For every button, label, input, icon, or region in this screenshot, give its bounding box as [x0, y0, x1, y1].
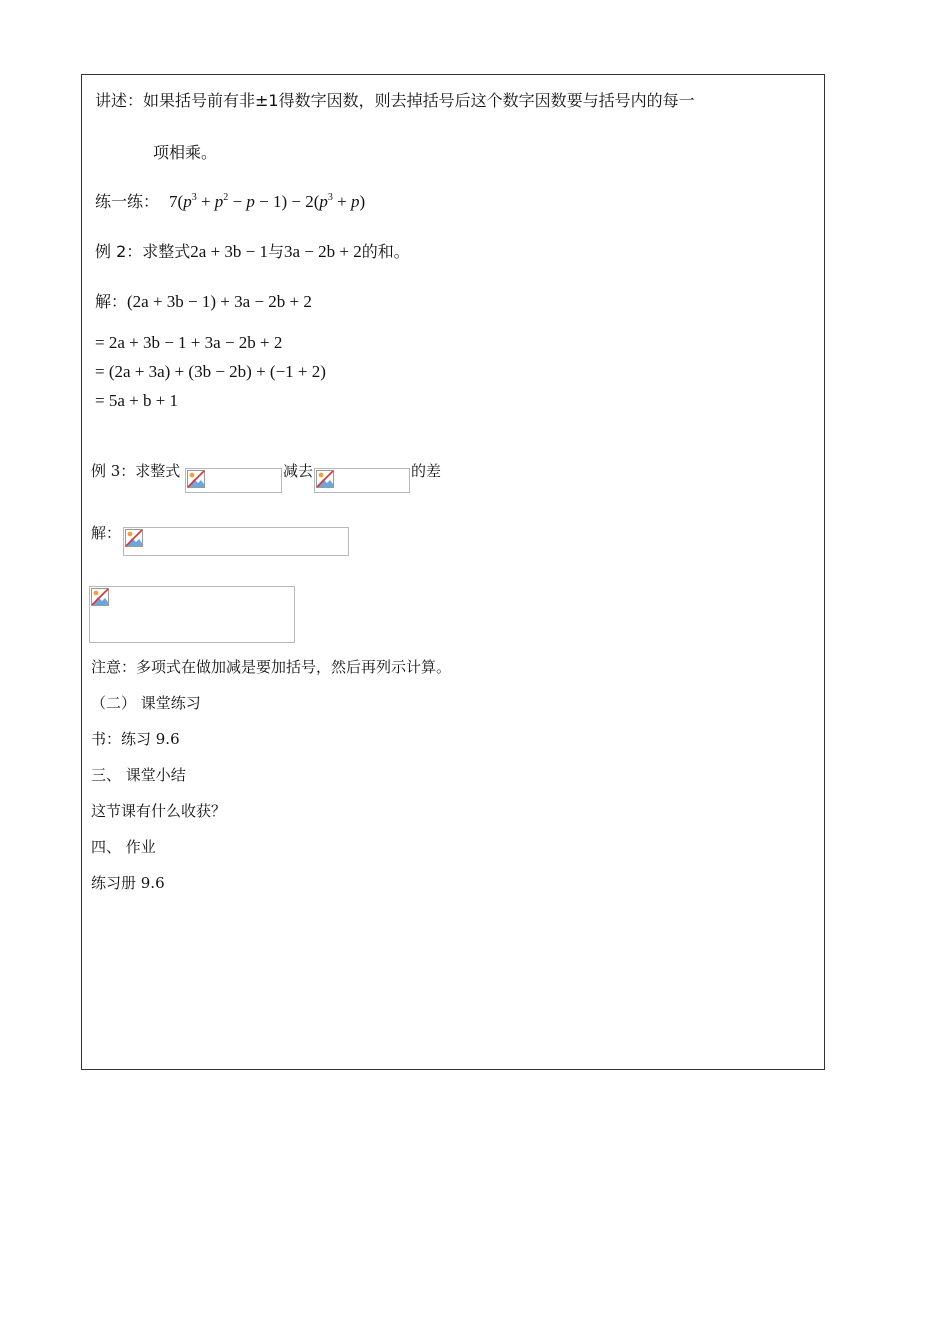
example2-expr1: 2a + 3b − 1 [190, 242, 269, 261]
lecture-text-2: 项相乘。 [153, 143, 218, 162]
solution2-expr: (2a + 3b − 1) + 3a − 2b + 2 [127, 292, 312, 311]
section-2-heading: （二） 课堂练习 [91, 694, 201, 712]
content-frame [81, 74, 825, 1070]
solution3-image-2 [89, 586, 295, 643]
note-text: 注意：多项式在做加减是要加括号，然后再列示计算。 [91, 658, 452, 676]
solution3-image [123, 527, 349, 556]
example3-label: 例 3：求整式 [91, 462, 181, 480]
example3-middle: 减去 [283, 462, 314, 480]
example2-label: 例 2：求整式 [95, 242, 191, 261]
practice-label: 练一练： [95, 192, 160, 211]
practice-line [95, 189, 365, 212]
lecture-text-1: 如果括号前有非±1得数字因数，则去掉括号后这个数字因数要与括号内的每一 [143, 91, 695, 110]
broken-image-icon [91, 588, 109, 606]
lecture-label: 讲述： [95, 91, 144, 110]
broken-image-icon [316, 470, 334, 488]
solution2-step-2: = (2a + 3a) + (3b − 2b) + (−1 + 2) [95, 362, 326, 381]
example3-image-2 [314, 468, 410, 493]
summary-question: 这节课有什么收获？ [91, 802, 227, 820]
example2-line [95, 239, 410, 262]
lecture-paragraph [95, 88, 695, 111]
solution3-label: 解： [91, 524, 122, 542]
example3-suffix: 的差 [411, 462, 442, 480]
homework-text: 练习册 9.6 [91, 874, 165, 892]
practice-expression: $7(p^3 + p^2 - p - 1) - 2(p^3 + p)$ [169, 192, 366, 211]
example2-connector: 与 [268, 242, 285, 261]
solution2-label: 解： [95, 292, 128, 311]
broken-image-icon [187, 470, 205, 488]
example3-image-1 [185, 468, 282, 493]
solution2-step-3: = 5a + b + 1 [95, 391, 179, 410]
book-exercise: 书：练习 9.6 [91, 730, 180, 748]
section-4-heading: 四、 作业 [91, 838, 156, 856]
solution2-line [95, 289, 312, 312]
broken-image-icon [125, 529, 143, 547]
section-3-heading: 三、 课堂小结 [91, 766, 186, 784]
example2-suffix: 的和。 [361, 242, 410, 261]
example2-expr2: 3a − 2b + 2 [284, 242, 362, 261]
solution2-step-1: = 2a + 3b − 1 + 3a − 2b + 2 [95, 333, 283, 352]
